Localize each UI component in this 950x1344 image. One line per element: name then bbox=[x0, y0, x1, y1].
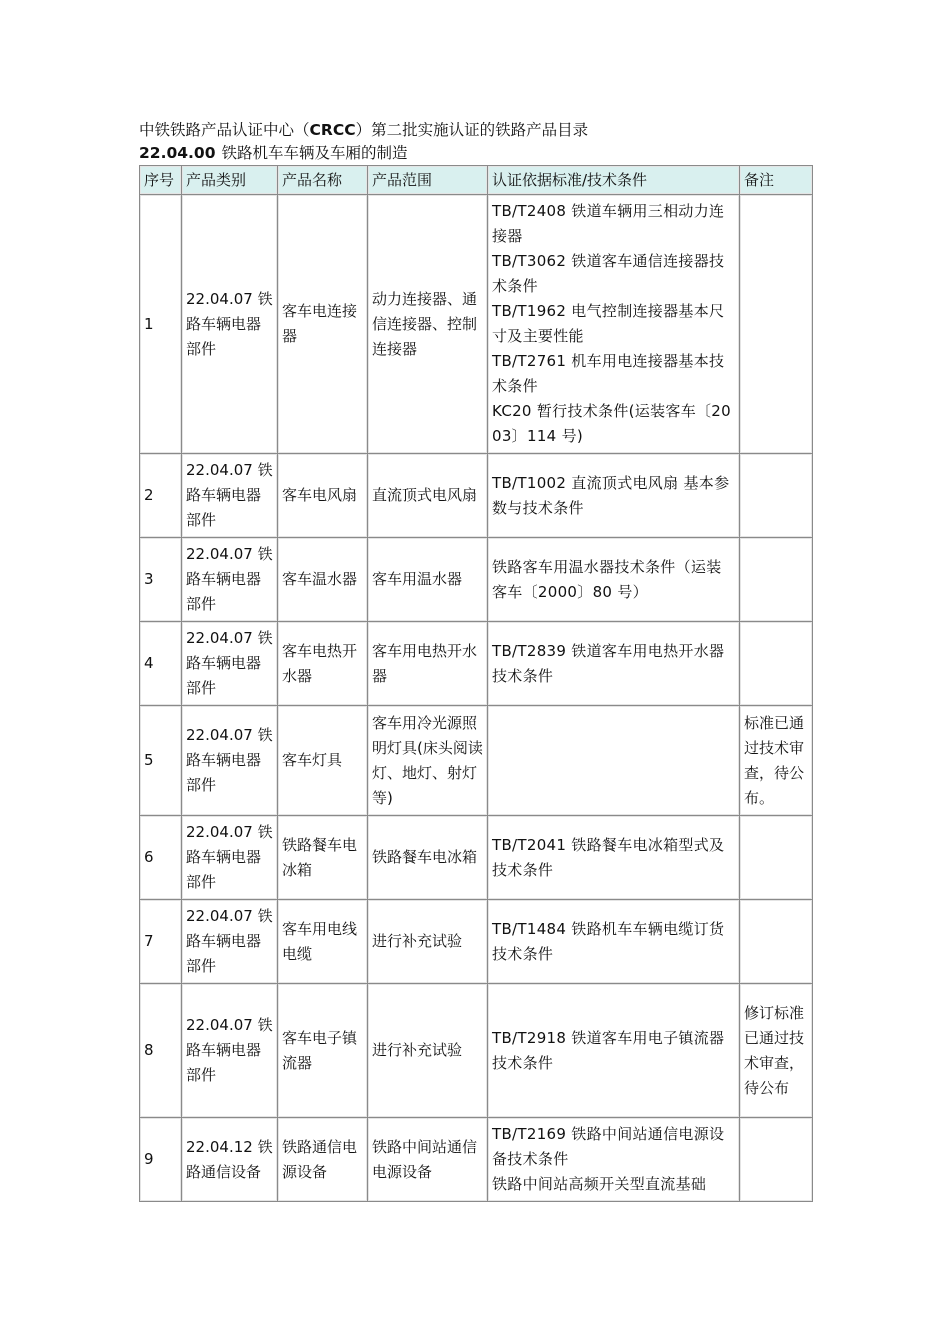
cell-scope: 客车用温水器 bbox=[368, 538, 488, 622]
cell-standards bbox=[488, 900, 740, 984]
cell-name: 客车电风扇 bbox=[278, 454, 368, 538]
section-heading bbox=[139, 142, 812, 164]
cell-scope: 铁路餐车电冰箱 bbox=[368, 816, 488, 900]
cell-no: 4 bbox=[140, 622, 182, 706]
table-row bbox=[140, 900, 813, 984]
title-bold-part: CRCC bbox=[309, 121, 356, 139]
cell-name: 客车用电线电缆 bbox=[278, 900, 368, 984]
cell-scope: 直流顶式电风扇 bbox=[368, 454, 488, 538]
cell-remark bbox=[740, 195, 813, 454]
table-row bbox=[140, 195, 813, 454]
product-table bbox=[139, 165, 813, 1202]
header-scope: 产品范围 bbox=[368, 166, 488, 195]
header-remark: 备注 bbox=[740, 166, 813, 195]
header-standards: 认证依据标准/技术条件 bbox=[488, 166, 740, 195]
cell-category: 22.04.07 铁路车辆电器部件 bbox=[182, 984, 278, 1118]
document-page bbox=[139, 118, 812, 1202]
cell-category: 22.04.07 铁路车辆电器部件 bbox=[182, 900, 278, 984]
cell-standards bbox=[488, 454, 740, 538]
standard-line: TB/T1484 铁路机车车辆电缆订货技术条件 bbox=[492, 919, 725, 963]
cell-standards bbox=[488, 1118, 740, 1202]
standard-line: TB/T2839 铁道客车用电热开水器技术条件 bbox=[492, 641, 725, 685]
cell-remark: 标准已通过技术审查，待公布。 bbox=[740, 706, 813, 816]
cell-category: 22.04.07 铁路车辆电器部件 bbox=[182, 816, 278, 900]
table-row bbox=[140, 622, 813, 706]
standard-line: TB/T2169 铁路中间站通信电源设备技术条件 bbox=[492, 1125, 725, 1168]
cell-category: 22.04.07 铁路车辆电器部件 bbox=[182, 706, 278, 816]
standard-line: TB/T1002 直流顶式电风扇 基本参数与技术条件 bbox=[492, 473, 730, 517]
cell-name: 铁路通信电源设备 bbox=[278, 1118, 368, 1202]
cell-no: 5 bbox=[140, 706, 182, 816]
cell-remark bbox=[740, 1118, 813, 1202]
cell-standards bbox=[488, 706, 740, 816]
cell-standards bbox=[488, 538, 740, 622]
table-row bbox=[140, 984, 813, 1118]
cell-name: 铁路餐车电冰箱 bbox=[278, 816, 368, 900]
cell-category: 22.04.07 铁路车辆电器部件 bbox=[182, 538, 278, 622]
cell-category: 22.04.07 铁路车辆电器部件 bbox=[182, 454, 278, 538]
standard-line: KC20 暂行技术条件(运装客车〔2003〕114 号) bbox=[492, 402, 731, 445]
standard-line: 铁路客车用温水器技术条件（运装客车〔2000〕80 号） bbox=[492, 557, 722, 601]
cell-name: 客车电连接器 bbox=[278, 195, 368, 454]
cell-remark bbox=[740, 454, 813, 538]
cell-scope: 客车用电热开水器 bbox=[368, 622, 488, 706]
cell-standards bbox=[488, 195, 740, 454]
cell-category: 22.04.12 铁路通信设备 bbox=[182, 1118, 278, 1202]
standard-line: TB/T2918 铁道客车用电子镇流器技术条件 bbox=[492, 1028, 725, 1072]
cell-name: 客车电热开水器 bbox=[278, 622, 368, 706]
cell-remark: 修订标准已通过技术审查，待公布 bbox=[740, 984, 813, 1118]
cell-remark bbox=[740, 816, 813, 900]
standard-line: TB/T2761 机车用电连接器基本技术条件 bbox=[492, 352, 725, 395]
document-title: 中铁铁路产品认证中心（CRCC）第二批实施认证的铁路产品目录 bbox=[139, 121, 589, 139]
header-category: 产品类别 bbox=[182, 166, 278, 195]
standard-line: TB/T3062 铁道客车通信连接器技术条件 bbox=[492, 252, 725, 295]
section-code: 22.04.00 bbox=[139, 144, 216, 162]
cell-scope: 进行补充试验 bbox=[368, 900, 488, 984]
cell-category: 22.04.07 铁路车辆电器部件 bbox=[182, 195, 278, 454]
cell-scope: 客车用冷光源照明灯具(床头阅读灯、地灯、射灯等) bbox=[368, 706, 488, 816]
cell-remark bbox=[740, 622, 813, 706]
cell-name: 客车温水器 bbox=[278, 538, 368, 622]
cell-standards bbox=[488, 816, 740, 900]
header-no: 序号 bbox=[140, 166, 182, 195]
table-row bbox=[140, 538, 813, 622]
cell-remark bbox=[740, 538, 813, 622]
cell-scope: 动力连接器、通信连接器、控制连接器 bbox=[368, 195, 488, 454]
cell-no: 7 bbox=[140, 900, 182, 984]
cell-no: 9 bbox=[140, 1118, 182, 1202]
standard-line: TB/T1962 电气控制连接器基本尺寸及主要性能 bbox=[492, 302, 725, 345]
table-row bbox=[140, 816, 813, 900]
standard-line: TB/T2408 铁道车辆用三相动力连接器 bbox=[492, 202, 725, 245]
cell-remark bbox=[740, 900, 813, 984]
table-header-row bbox=[140, 166, 813, 195]
cell-scope: 进行补充试验 bbox=[368, 984, 488, 1118]
cell-no: 2 bbox=[140, 454, 182, 538]
section-name: 铁路机车车辆及车厢的制造 bbox=[221, 144, 408, 162]
table-row bbox=[140, 706, 813, 816]
standard-line: TB/T2041 铁路餐车电冰箱型式及技术条件 bbox=[492, 835, 725, 879]
cell-no: 6 bbox=[140, 816, 182, 900]
cell-no: 1 bbox=[140, 195, 182, 454]
standard-line: 铁路中间站高频开关型直流基础 bbox=[492, 1175, 707, 1193]
table-row bbox=[140, 1118, 813, 1202]
cell-name: 客车电子镇流器 bbox=[278, 984, 368, 1118]
cell-standards bbox=[488, 622, 740, 706]
cell-category: 22.04.07 铁路车辆电器部件 bbox=[182, 622, 278, 706]
cell-scope: 铁路中间站通信电源设备 bbox=[368, 1118, 488, 1202]
header-name: 产品名称 bbox=[278, 166, 368, 195]
cell-no: 8 bbox=[140, 984, 182, 1118]
cell-standards bbox=[488, 984, 740, 1118]
table-row bbox=[140, 454, 813, 538]
cell-no: 3 bbox=[140, 538, 182, 622]
cell-name: 客车灯具 bbox=[278, 706, 368, 816]
